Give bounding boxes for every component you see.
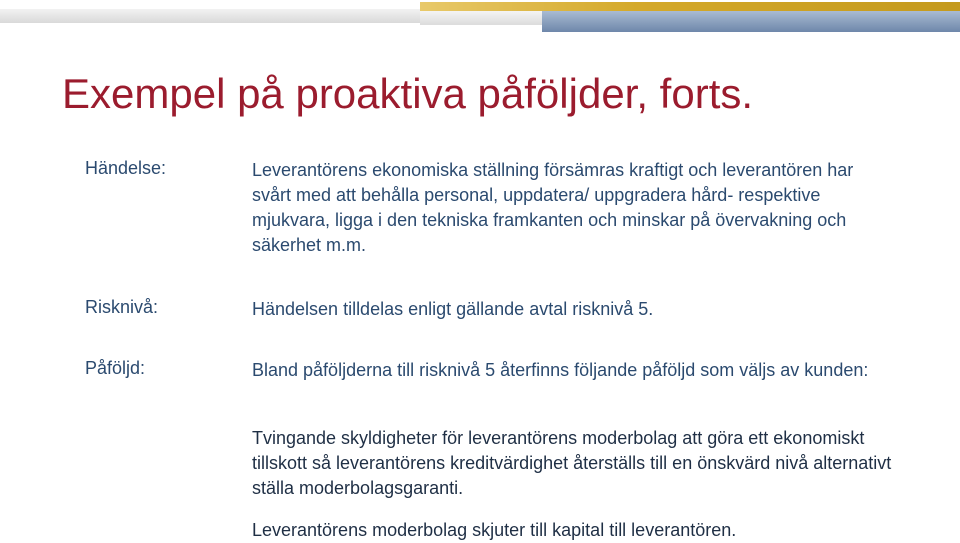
header-bar-blue <box>542 11 960 32</box>
text-handelse: Leverantörens ekonomiska ställning försämras kraftigt och leverantören har svårt med att behålla personal, uppdatera/ uppgradera hård- respektive mjukvara, ligga i den tekniska framkanten och minskar på övervakning och säkerhet m.m. <box>252 160 854 255</box>
slide-title: Exempel på proaktiva påföljder, forts. <box>62 70 754 117</box>
text-paföljd-paragraph1: Tvingande skyldigheter för leverantörens moderbolag att göra ett ekonomiskt tillskott så leverantörens kreditvärdighet återställs till en önskvärd nivå alternativt ställa moderbolagsgaranti. <box>252 428 892 498</box>
label-handelse: Händelse: <box>85 158 167 178</box>
header-bar-silver <box>420 11 542 25</box>
text-paföljd-paragraph2: Leverantörens moderbolag skjuter till kapital till leverantören. <box>252 520 737 540</box>
label-paföljd: Påföljd: <box>85 358 146 378</box>
label-riskniva: Risknivå: <box>85 297 159 317</box>
header-bar-gold <box>420 2 960 11</box>
header-bar-left <box>0 9 420 23</box>
text-riskniva: Händelsen tilldelas enligt gällande avtal risknivå 5. <box>252 299 654 319</box>
text-paföljd-intro: Bland påföljderna till risknivå 5 återfinns följande påföljd som väljs av kunden: <box>252 360 869 380</box>
